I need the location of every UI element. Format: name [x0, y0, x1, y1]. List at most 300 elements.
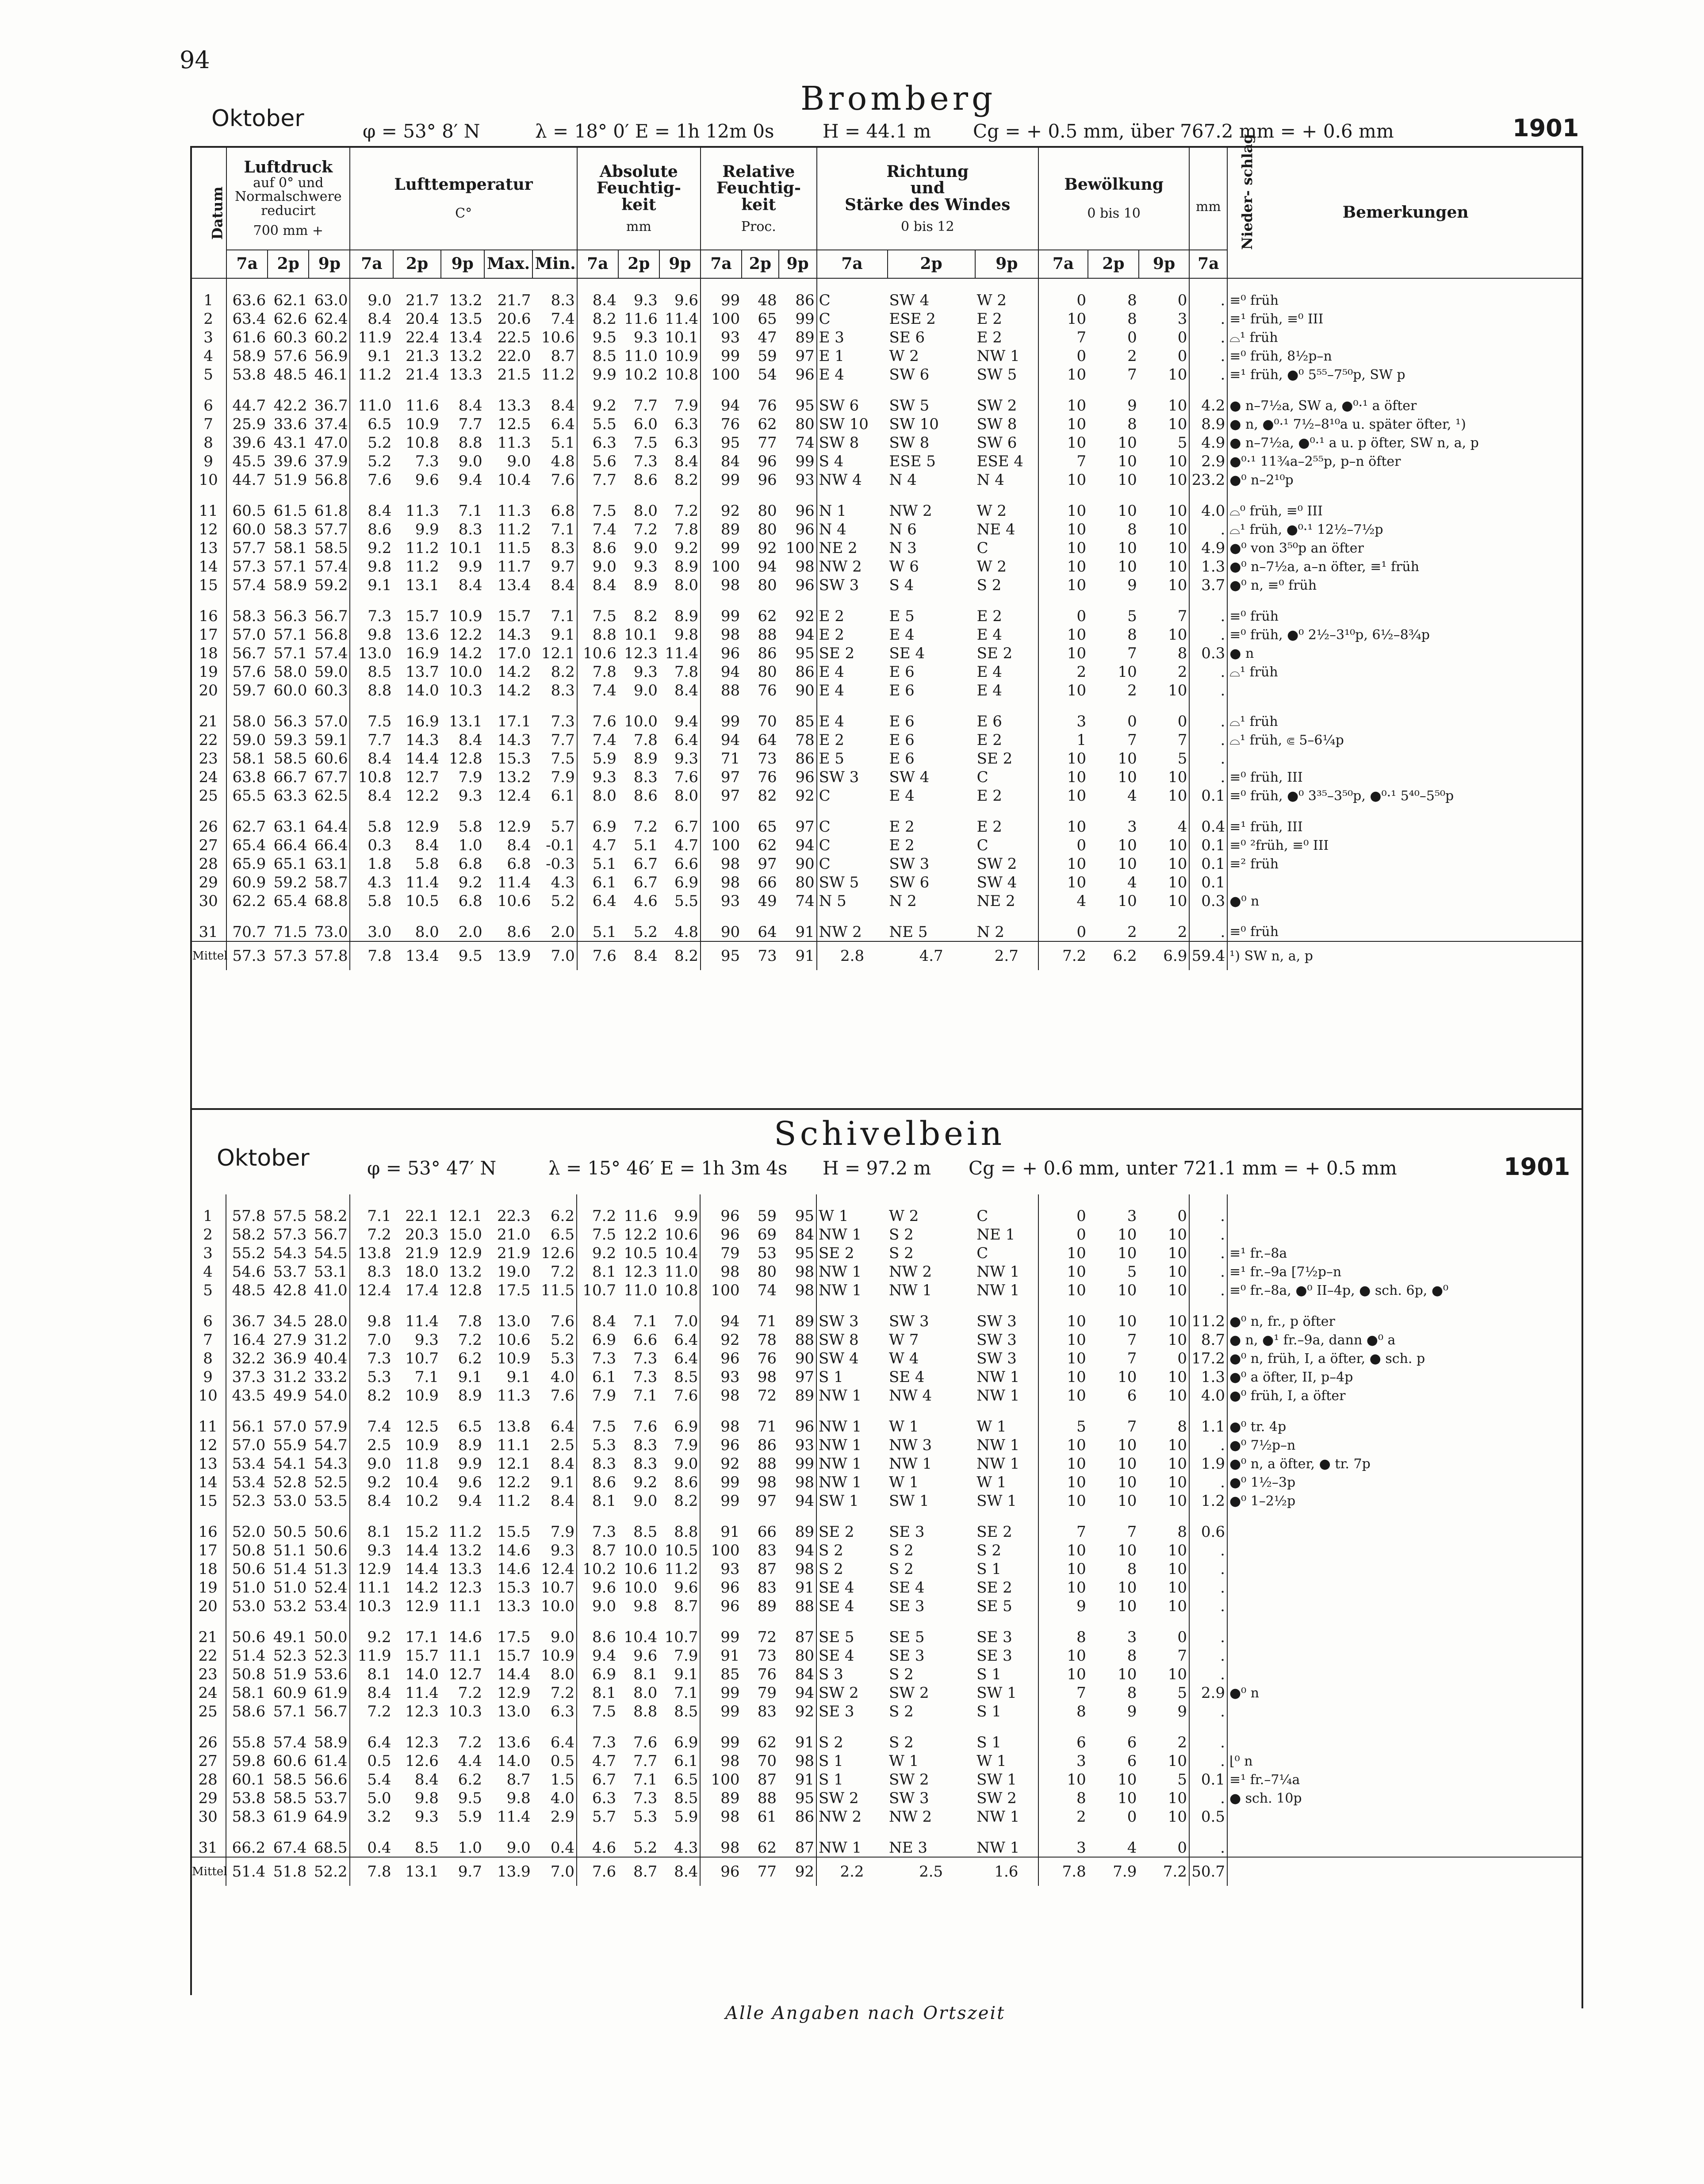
cell-8: 8.4: [551, 397, 575, 415]
cell-12: 99: [701, 291, 742, 310]
cell-1: 51.4: [226, 1647, 267, 1665]
header-lufttemperatur: [350, 148, 577, 250]
cell-21: .: [1189, 1263, 1227, 1281]
cell-3: 50.6: [314, 1523, 348, 1541]
mean-cell-20: 7.2: [1138, 1857, 1189, 1886]
cell-6: 14.6: [448, 1628, 482, 1646]
cell-2: 31.2: [273, 1368, 307, 1386]
cell-11: 9.2: [674, 539, 699, 557]
cell-13: 83: [757, 1542, 777, 1559]
cell-12: 91: [700, 1523, 741, 1541]
cell-13: 62: [758, 607, 777, 625]
mean-cell-21: 50.7: [1189, 1857, 1227, 1886]
gap-cell: [778, 1510, 816, 1523]
cell-1: 53.8: [226, 1789, 267, 1808]
cell-10: 7.6: [633, 1418, 658, 1436]
mean-cell-19: 6.2: [1088, 941, 1139, 970]
cell-19: 4: [1127, 1839, 1137, 1857]
cell-17: SW 1: [976, 1771, 1017, 1789]
cell-5: 11.2: [406, 558, 439, 576]
cell-22: ≡¹ früh, III: [1227, 818, 1583, 836]
table-row: [190, 1225, 1583, 1244]
cell-0: 21: [198, 1628, 218, 1646]
cell-18: 10: [1038, 539, 1088, 557]
cell-15: S 2: [816, 1733, 887, 1752]
cell-22: ≡⁰ früh, ●⁰ 2½–3¹⁰p, 6½–8¾p: [1227, 626, 1583, 644]
cell-0: 3: [203, 1244, 213, 1262]
gap-cell: [618, 489, 659, 502]
cell-7: 14.2: [497, 682, 531, 699]
cell-17: C: [976, 1244, 988, 1262]
cell-9: 7.3: [577, 1733, 618, 1752]
gap-cell: [975, 700, 1038, 712]
cell-9: 5.1: [577, 923, 618, 941]
cell-7: 17.0: [497, 645, 531, 662]
cell-15: S 1: [816, 1368, 887, 1386]
cell-20: 10: [1168, 471, 1187, 489]
cell-1: 59.8: [226, 1752, 267, 1770]
gap-cell: [888, 700, 975, 712]
cell-5: 14.3: [406, 731, 439, 749]
cell-1: 58.0: [226, 712, 268, 731]
cell-4: 13.0: [350, 644, 393, 663]
header-lufttemperatur-unit: C°: [455, 206, 472, 222]
cell-7: 15.3: [497, 750, 531, 768]
cell-6: 13.2: [448, 1542, 482, 1559]
cell-5: 16.9: [406, 713, 439, 730]
cell-15: NW 1: [816, 1473, 887, 1492]
cell-4: 7.3: [350, 1349, 393, 1368]
cell-1: 45.5: [226, 452, 268, 471]
cell-15: SW 3: [816, 1312, 887, 1331]
gap-cell: [532, 278, 577, 291]
cell-6: 10.1: [448, 539, 482, 557]
gap-cell: [659, 700, 701, 712]
cell-22: [1227, 1808, 1583, 1826]
cell-9: 6.9: [577, 1331, 618, 1349]
cell-0: 20: [199, 682, 218, 699]
cell-11: 6.1: [674, 1752, 698, 1770]
cell-17: E 2: [976, 329, 1002, 346]
mean-cell-20: 6.9: [1139, 941, 1190, 970]
cell-3: 41.0: [314, 1282, 348, 1299]
cell-18: 7: [1038, 328, 1088, 347]
gap-cell: [191, 910, 226, 923]
cell-15: NW 2: [817, 557, 888, 576]
gap-cell: [741, 1510, 778, 1523]
cell-14: 96: [795, 1418, 815, 1436]
cell-0: 27: [198, 1752, 218, 1770]
cell-10: 7.6: [633, 1734, 658, 1751]
cell-15: E 2: [817, 626, 888, 644]
mean-cell-17: 1.6: [975, 1857, 1038, 1886]
gravity-correction-bromberg: Cg = + 0.5 mm, über 767.2 mm = + 0.6 mm: [973, 120, 1394, 142]
cell-0: 16: [199, 607, 218, 625]
gap-cell: [888, 595, 975, 607]
mean-cell-9: 7.6: [577, 1857, 618, 1886]
cell-6: 8.8: [458, 434, 482, 452]
cell-0: 15: [199, 576, 218, 594]
cell-7: 14.6: [497, 1560, 531, 1578]
cell-21: .: [1189, 626, 1227, 644]
gap-cell: [659, 1300, 700, 1312]
cell-20: 10: [1168, 1597, 1187, 1615]
cell-8: 5.7: [551, 818, 575, 836]
cell-6: 8.4: [458, 576, 482, 594]
cell-15: E 2: [817, 607, 888, 626]
cell-22: ●⁰ n, ≡⁰ früh: [1227, 576, 1583, 595]
gap-cell: [484, 1194, 532, 1207]
cell-18: 5: [1038, 1417, 1088, 1436]
mean-cell-11: 8.2: [659, 941, 701, 970]
cell-21: .: [1189, 1225, 1227, 1244]
group-gap: [191, 700, 1583, 712]
table-row: [190, 1578, 1583, 1597]
cell-6: 11.1: [448, 1647, 482, 1665]
cell-7: 11.4: [497, 874, 531, 891]
gap-cell: [268, 805, 309, 818]
cell-15: C: [817, 855, 888, 873]
cell-21: .: [1189, 1473, 1227, 1492]
cell-0: 13: [198, 1455, 218, 1473]
cell-7: 13.0: [497, 1703, 531, 1720]
cell-17: ESE 4: [976, 453, 1024, 470]
cell-8: 8.4: [550, 1492, 574, 1510]
cell-8: 7.4: [551, 310, 575, 328]
gap-cell: [700, 1616, 741, 1628]
cell-3: 63.0: [314, 292, 348, 309]
mean-cell-22: ¹) SW n, a, p: [1227, 941, 1583, 970]
gap-cell: [393, 805, 440, 818]
cell-7: 11.7: [497, 558, 531, 576]
cell-1: 50.6: [226, 1560, 267, 1578]
cell-13: 62: [757, 1734, 777, 1751]
cell-19: 10: [1118, 1789, 1137, 1807]
cell-8: 10.7: [541, 1579, 574, 1597]
cell-6: 9.0: [458, 453, 482, 470]
cell-6: 9.1: [458, 1368, 482, 1386]
cell-15: SW 10: [817, 415, 888, 434]
cell-2: 39.6: [273, 453, 307, 470]
cell-5: 22.1: [405, 1207, 439, 1225]
cell-19: 10: [1118, 1542, 1137, 1559]
cell-7: 12.9: [497, 1684, 531, 1702]
cell-18: 10: [1038, 644, 1088, 663]
gap-cell: [532, 595, 577, 607]
cell-13: 88: [758, 626, 777, 644]
cell-17: C: [976, 768, 988, 786]
gap-cell: [1189, 1721, 1227, 1733]
cell-1: 57.7: [226, 539, 268, 557]
cell-11: 9.6: [674, 1579, 698, 1597]
cell-20: 5: [1177, 750, 1187, 768]
cell-10: 10.0: [624, 1542, 658, 1559]
cell-7: 14.6: [497, 1542, 531, 1559]
mean-cell-8: 7.0: [532, 1857, 577, 1886]
cell-8: 7.9: [551, 768, 575, 786]
cell-10: 7.7: [633, 1752, 658, 1770]
subheader-bew-9p: 9p: [1139, 250, 1190, 278]
mean-cell-7: 13.9: [484, 941, 533, 970]
cell-4: 11.2: [350, 365, 393, 384]
cell-6: 7.2: [458, 1684, 482, 1702]
gap-cell: [618, 595, 659, 607]
cell-8: 5.2: [550, 1331, 574, 1349]
cell-11: 10.1: [665, 329, 699, 346]
cell-13: 49: [758, 892, 777, 910]
group-gap: [190, 1616, 1583, 1628]
cell-3: 53.6: [314, 1666, 348, 1683]
cell-22: [1227, 1702, 1583, 1721]
header-luftdruck-line: auf 0° und: [253, 175, 324, 191]
gap-cell: [484, 910, 533, 923]
table-row: [191, 471, 1583, 489]
gap-cell: [779, 595, 817, 607]
cell-21: .: [1189, 1702, 1227, 1721]
gap-cell: [659, 278, 701, 291]
table-row: [190, 1523, 1583, 1541]
cell-4: 9.2: [350, 1628, 393, 1647]
gap-cell: [484, 595, 533, 607]
cell-0: 1: [203, 1207, 213, 1225]
cell-2: 62.6: [273, 310, 307, 328]
cell-21: 8.9: [1189, 415, 1227, 434]
cell-16: S 2: [889, 1666, 914, 1683]
mean-cell-13: 77: [741, 1857, 778, 1886]
gap-cell: [532, 700, 577, 712]
gap-cell: [887, 1826, 975, 1839]
cell-17: SW 4: [976, 874, 1017, 891]
gap-cell: [577, 278, 618, 291]
gap-cell: [484, 805, 533, 818]
gap-cell: [888, 384, 975, 396]
gap-cell: [659, 910, 701, 923]
cell-3: 56.7: [314, 607, 348, 625]
cell-17: S 1: [976, 1560, 1001, 1578]
cell-7: 13.3: [497, 397, 531, 415]
cell-19: 10: [1118, 750, 1137, 768]
cell-12: 99: [701, 607, 742, 626]
cell-2: 59.2: [273, 874, 307, 891]
gap-cell: [191, 384, 226, 396]
gap-cell: [1038, 700, 1088, 712]
cell-19: 10: [1118, 855, 1137, 873]
cell-2: 61.5: [273, 502, 307, 520]
cell-13: 64: [758, 923, 777, 941]
cell-19: 10: [1118, 471, 1137, 489]
cell-13: 97: [757, 1492, 777, 1510]
cell-21: .: [1189, 1665, 1227, 1684]
cell-2: 57.3: [273, 1226, 307, 1244]
subheader-rel-9p: 9p: [779, 250, 817, 278]
cell-7: 9.0: [506, 1839, 531, 1857]
cell-18: 10: [1038, 557, 1088, 576]
cell-10: 9.8: [633, 1597, 658, 1615]
cell-14: 98: [795, 1263, 815, 1281]
gap-cell: [393, 1721, 440, 1733]
cell-16: E 6: [889, 663, 915, 681]
cell-10: 11.0: [624, 347, 658, 365]
cell-6: 9.9: [458, 1455, 482, 1473]
cell-13: 96: [758, 471, 777, 489]
cell-10: 6.7: [633, 855, 658, 873]
cell-19: 7: [1127, 1331, 1137, 1349]
cell-9: 10.6: [577, 644, 618, 663]
cell-8: 9.3: [550, 1542, 574, 1559]
cell-10: 7.2: [633, 521, 658, 538]
cell-9: 8.6: [577, 539, 618, 557]
header-absolute-feuchtigkeit-line: keit: [621, 196, 656, 215]
cell-13: 62: [758, 415, 777, 433]
cell-19: 3: [1127, 818, 1137, 836]
cell-6: 9.6: [458, 1474, 482, 1491]
cell-0: 21: [199, 713, 218, 730]
cell-16: E 5: [889, 607, 915, 625]
cell-15: NW 2: [817, 923, 888, 941]
cell-20: 10: [1168, 558, 1187, 576]
cell-22: ●⁰ n, früh, I, a öfter, ● sch. p: [1227, 1349, 1583, 1368]
cell-8: 8.3: [551, 292, 575, 309]
cell-1: 53.0: [226, 1597, 267, 1616]
gap-cell: [484, 278, 533, 291]
cell-22: ≡¹ fr.–9a [7½p–n: [1227, 1263, 1583, 1281]
cell-21: 4.9: [1189, 539, 1227, 557]
cell-19: 2: [1127, 682, 1137, 699]
cell-12: 99: [701, 347, 742, 365]
gap-cell: [532, 805, 577, 818]
cell-3: 54.5: [314, 1244, 348, 1262]
subheader-luftdruck-9p: 9p: [309, 250, 350, 278]
gap-cell: [532, 1616, 577, 1628]
cell-20: 8: [1177, 1523, 1187, 1541]
mean-cell-4: 7.8: [350, 1857, 393, 1886]
cell-7: 11.3: [497, 502, 531, 520]
gap-cell: [350, 384, 393, 396]
gap-cell: [779, 278, 817, 291]
gap-cell: [816, 1300, 887, 1312]
cell-21: 4.2: [1189, 396, 1227, 415]
cell-6: 6.8: [458, 892, 482, 910]
cell-0: 31: [199, 923, 218, 941]
gap-cell: [1227, 278, 1583, 291]
gap-cell: [1088, 1510, 1139, 1523]
cell-6: 7.2: [458, 1331, 482, 1349]
cell-2: 54.3: [273, 1244, 307, 1262]
cell-5: 11.2: [406, 539, 439, 557]
cell-22: ●⁰ früh, I, a öfter: [1227, 1386, 1583, 1405]
latitude-schivelbein: φ = 53° 47′ N: [367, 1157, 497, 1179]
group-gap: [191, 805, 1583, 818]
group-gap: [190, 1300, 1583, 1312]
cell-14: 89: [795, 329, 815, 346]
gap-cell: [887, 1721, 975, 1733]
cell-22: ● n–7½a, SW a, ●⁰·¹ a öfter: [1227, 396, 1583, 415]
gap-cell: [1038, 910, 1088, 923]
cell-14: 91: [795, 923, 815, 941]
cell-11: 9.9: [674, 1207, 698, 1225]
cell-18: 0: [1038, 1225, 1088, 1244]
cell-4: 9.1: [350, 576, 393, 595]
mean-cell-11: 8.4: [659, 1857, 700, 1886]
cell-21: 0.6: [1189, 1523, 1227, 1541]
mean-cell-5: 13.4: [393, 941, 440, 970]
cell-21: 4.0: [1189, 1386, 1227, 1405]
cell-16: SE 3: [889, 1523, 925, 1541]
cell-18: 10: [1038, 626, 1088, 644]
cell-17: S 2: [976, 1542, 1001, 1559]
cell-14: 95: [795, 1244, 815, 1262]
cell-10: 12.2: [624, 1226, 658, 1244]
cell-12: 92: [701, 502, 742, 520]
cell-8: 2.5: [550, 1436, 574, 1454]
cell-15: E 4: [817, 365, 888, 384]
cell-17: C: [976, 539, 988, 557]
cell-19: 3: [1127, 1628, 1137, 1646]
cell-13: 62: [757, 1839, 777, 1857]
cell-2: 54.1: [273, 1455, 307, 1473]
cell-16: W 2: [889, 1207, 919, 1225]
cell-17: NW 1: [976, 1455, 1020, 1473]
cell-9: 8.1: [577, 1492, 618, 1510]
cell-15: SW 8: [816, 1331, 887, 1349]
cell-6: 7.9: [458, 768, 482, 786]
height-schivelbein: H = 97.2 m: [823, 1157, 931, 1179]
cell-4: 7.5: [350, 712, 393, 731]
cell-22: ⌓⁰ früh, ≡⁰ III: [1227, 502, 1583, 520]
cell-12: 84: [701, 452, 742, 471]
cell-13: 73: [758, 750, 777, 768]
cell-14: 96: [795, 768, 815, 786]
gap-cell: [1038, 1300, 1088, 1312]
cell-4: 5.4: [350, 1770, 393, 1789]
cell-10: 8.8: [633, 1703, 658, 1720]
cell-20: 10: [1168, 1282, 1187, 1299]
group-gap: [190, 1405, 1583, 1417]
gap-cell: [441, 595, 484, 607]
cell-8: 2.9: [550, 1808, 574, 1826]
header-absolute-feuchtigkeit-line: Feuchtig-: [596, 179, 681, 198]
gap-cell: [742, 910, 779, 923]
cell-0: 5: [203, 1282, 213, 1299]
gap-cell: [532, 1721, 577, 1733]
gap-cell: [191, 805, 226, 818]
cell-7: 13.0: [497, 1313, 531, 1330]
group-gap: [191, 489, 1583, 502]
table-row: [190, 1752, 1583, 1770]
cell-12: 96: [700, 1207, 741, 1225]
cell-4: 6.4: [350, 1733, 393, 1752]
cell-0: 12: [198, 1436, 218, 1454]
cell-9: 7.5: [577, 1417, 618, 1436]
cell-20: 0: [1177, 292, 1187, 309]
cell-7: 14.2: [497, 663, 531, 681]
cell-5: 8.4: [414, 1771, 439, 1789]
cell-13: 88: [757, 1789, 777, 1807]
cell-21: .: [1189, 310, 1227, 328]
cell-6: 11.2: [448, 1523, 482, 1541]
cell-14: 88: [795, 1331, 815, 1349]
cell-20: 10: [1168, 837, 1187, 854]
header-lufttemperatur-label: Lufttemperatur: [394, 175, 533, 194]
cell-16: E 6: [889, 750, 915, 768]
cell-19: 0: [1127, 713, 1137, 730]
cell-18: 10: [1038, 1455, 1088, 1473]
cell-19: 3: [1127, 1207, 1137, 1225]
cell-18: 10: [1038, 1770, 1088, 1789]
cell-19: 8: [1127, 310, 1137, 328]
cell-11: 6.6: [674, 855, 699, 873]
cell-4: 12.9: [350, 1560, 393, 1578]
